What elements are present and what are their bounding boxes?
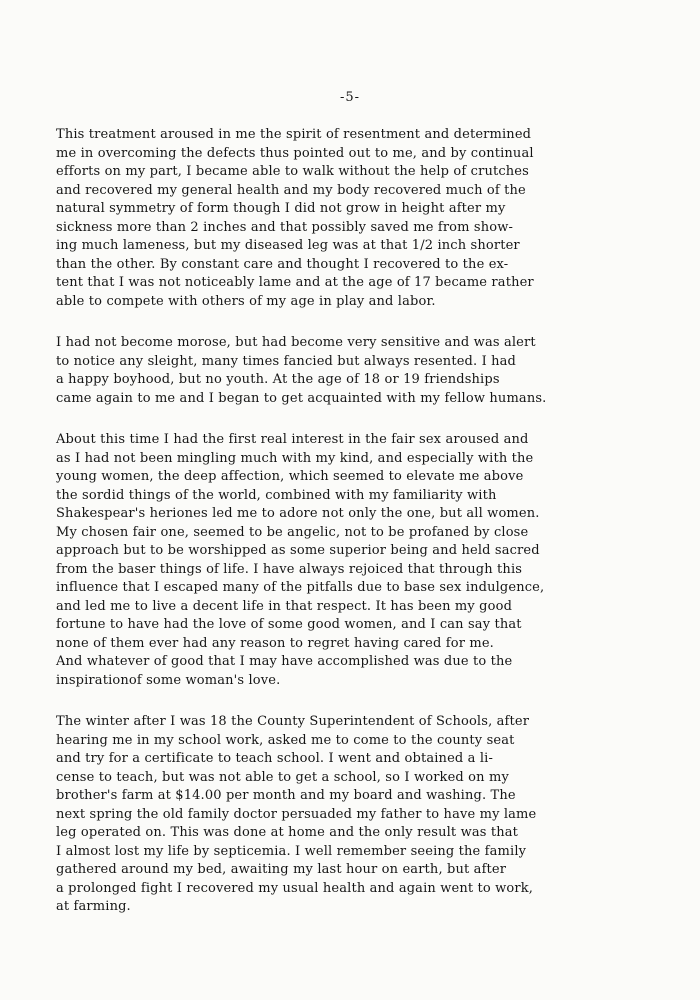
paragraph-3 [56,431,676,690]
text-line: to notice any sleight, many times fancied but always resented. I had [56,353,517,369]
text-line: tent that I was not noticeably lame and at the age of 17 became rather [56,275,534,290]
text-line: sickness more than 2 inches and that possibly saved me from show- [56,219,514,235]
text-line: hearing me in my school work, asked me to come to the county seat [56,732,515,748]
text-line: ing much lameness, but my diseased leg was at that 1/2 inch shorter [56,238,520,253]
text-line: came again to me and I began to get acquainted with my fellow humans. [56,390,547,406]
document-body [56,126,676,940]
text-line: fortune to have had the love of some good women, and I can say that [56,617,522,632]
paragraph-4 [56,713,676,917]
text-line: natural symmetry of form though I did not grow in height after my [56,201,506,216]
text-line: I had not become morose, but had become very sensitive and was alert [56,335,536,350]
text-line: at farming. [56,899,131,914]
text-line: young women, the deep affection, which seemed to elevate me above [56,469,524,484]
text-line: me in overcoming the defects thus pointed out to me, and by continual [56,145,534,161]
text-line: brother's farm at $14.00 per month and my board and washing. The [56,788,516,803]
text-line: and try for a certificate to teach school. I went and obtained a li- [56,751,494,766]
text-line: than the other. By constant care and thought I recovered to the ex- [56,256,509,272]
paragraph-1 [56,126,676,311]
text-line: My chosen fair one, seemed to be angelic, not to be profaned by close [56,524,529,540]
text-line: none of them ever had any reason to regret having cared for me. [56,635,494,651]
page-number: -5- [339,90,361,105]
text-line: from the baser things of life. I have always rejoiced that through this [56,561,523,577]
text-line: and recovered my general health and my body recovered much of the [56,182,526,198]
text-line: Shakespear's heriones led me to adore not only the one, but all women. [56,506,540,521]
text-line: influence that I escaped many of the pitfalls due to base sex indulgence, [56,580,545,595]
text-line: approach but to be worshipped as some superior being and held sacred [56,543,540,558]
text-line: efforts on my part, I became able to walk without the help of crutches [56,164,529,179]
paragraph-2 [56,334,676,408]
text-line: I almost lost my life by septicemia. I well remember seeing the family [56,843,527,859]
text-line: inspirationof some woman's love. [56,672,281,688]
text-line: gathered around my bed, awaiting my last hour on earth, but after [56,862,507,877]
text-line: leg operated on. This was done at home and the only result was that [56,825,519,840]
text-line: About this time I had the first real interest in the fair sex aroused and [56,432,529,447]
text-line: next spring the old family doctor persuaded my father to have my lame [56,806,537,822]
text-line: a happy boyhood, but no youth. At the age of 18 or 19 friendships [56,372,500,387]
text-line: cense to teach, but was not able to get a school, so I worked on my [56,769,509,785]
text-line: a prolonged fight I recovered my usual health and again went to work, [56,880,534,896]
text-line: as I had not been mingling much with my kind, and especially with the [56,450,534,466]
text-line: The winter after I was 18 the County Superintendent of Schools, after [56,714,530,729]
text-line: the sordid things of the world, combined with my familiarity with [56,487,497,503]
text-line: able to compete with others of my age in play and labor. [56,293,436,309]
text-line: And whatever of good that I may have accomplished was due to the [56,654,513,669]
text-line: This treatment aroused in me the spirit of resentment and determined [56,127,532,142]
text-line: and led me to live a decent life in that respect. It has been my good [56,598,513,614]
